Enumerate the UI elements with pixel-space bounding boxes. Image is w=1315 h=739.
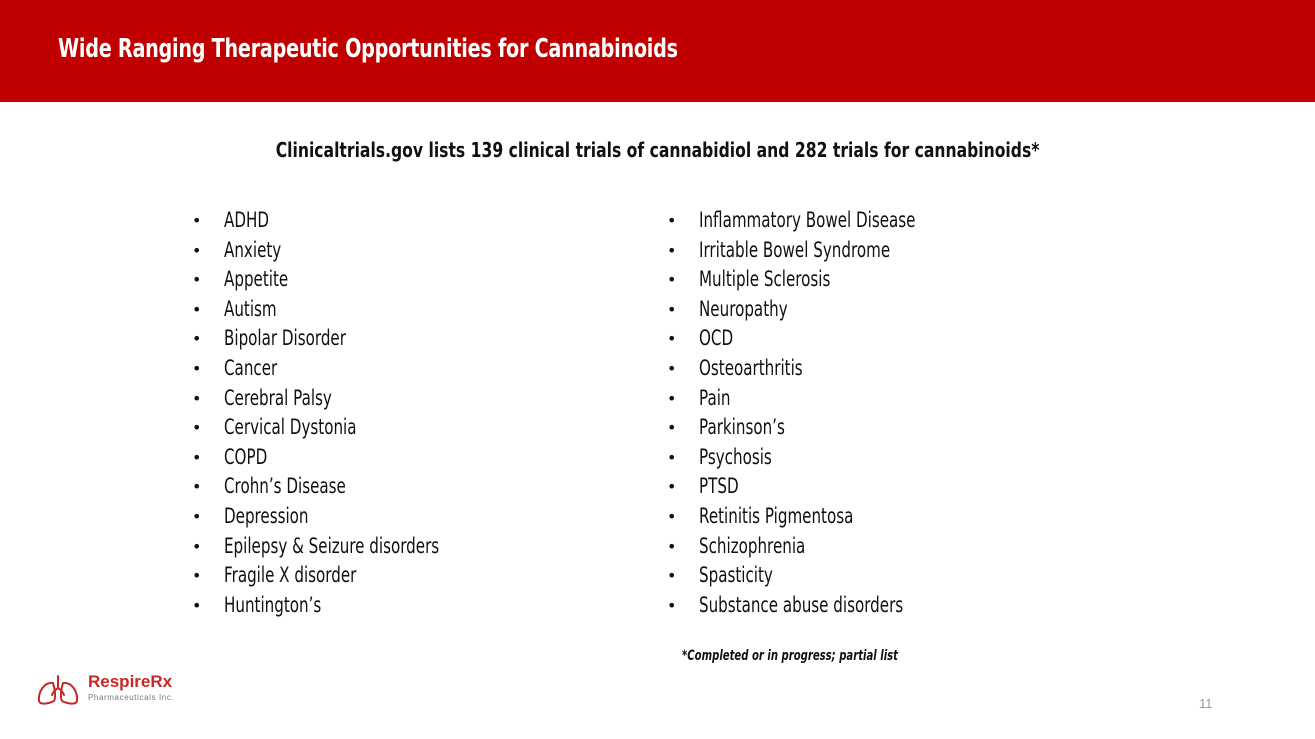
bullet-icon: • — [192, 388, 202, 408]
list-item-label: Multiple Sclerosis — [699, 267, 831, 292]
bullet-icon: • — [192, 536, 202, 556]
list-item-label: Autism — [224, 296, 277, 321]
bullet-icon: • — [667, 418, 677, 438]
bullet-icon: • — [192, 477, 202, 497]
list-item-label: Appetite — [224, 267, 289, 292]
list-item-label: Irritable Bowel Syndrome — [699, 237, 891, 262]
subtitle-text: Clinicaltrials.gov lists 139 clinical trials of cannabidiol and 282 trials for cannabinoids* — [275, 138, 1040, 162]
bullet-icon: • — [667, 211, 677, 230]
bullet-icon: • — [192, 270, 202, 290]
bullet-icon: • — [667, 299, 677, 319]
bullet-icon: • — [667, 240, 677, 260]
bullet-icon: • — [192, 240, 202, 260]
list-item-label: ADHD — [224, 208, 269, 232]
bullet-icon: • — [192, 506, 202, 526]
bullet-icon: • — [192, 299, 202, 319]
bullet-icon: • — [667, 595, 677, 615]
list-item-label: Fragile X disorder — [224, 563, 357, 588]
list-item-label: Substance abuse disorders — [699, 592, 904, 617]
list-item-label: Parkinson’s — [699, 415, 785, 440]
list-item-label: Spasticity — [699, 563, 773, 588]
bullet-icon: • — [192, 211, 202, 230]
list-item-label: Crohn’s Disease — [224, 474, 346, 499]
logo-tagline: Pharmaceuticals Inc. — [88, 693, 175, 702]
logo-name: RespireRx — [88, 672, 173, 691]
bullet-icon: • — [667, 536, 677, 556]
list-item-label: Osteoarthritis — [699, 355, 803, 380]
footnote: *Completed or in progress; partial list — [682, 648, 898, 664]
bullet-icon: • — [192, 418, 202, 438]
list-item-label: Anxiety — [224, 237, 282, 262]
list-item-label: Epilepsy & Seizure disorders — [224, 533, 440, 558]
list-item-label: Cervical Dystonia — [224, 415, 357, 440]
list-item-label: Neuropathy — [699, 296, 788, 321]
list-item-label: Bipolar Disorder — [224, 326, 346, 351]
list-item-label: OCD — [699, 326, 734, 351]
list-item-label: Huntington’s — [224, 592, 322, 617]
list-item-label: Psychosis — [699, 444, 772, 469]
bullet-icon: • — [667, 506, 677, 526]
title-banner — [0, 0, 1315, 102]
bullet-icon: • — [667, 270, 677, 290]
bullet-icon: • — [667, 358, 677, 378]
bullet-icon: • — [192, 329, 202, 349]
bullet-icon: • — [192, 566, 202, 586]
list-item-label: Pain — [699, 385, 731, 410]
bullet-icon: • — [192, 447, 202, 467]
list-item-label: Cerebral Palsy — [224, 385, 332, 410]
list-item-label: COPD — [224, 444, 268, 469]
list-item-label: Cancer — [224, 355, 278, 380]
list-item-label: Schizophrenia — [699, 533, 806, 558]
slide-title: Wide Ranging Therapeutic Opportunities for Cannabinoids — [58, 34, 678, 64]
lungs-icon — [36, 674, 80, 706]
list-item-label: Retinitis Pigmentosa — [699, 503, 854, 528]
bullet-icon: • — [667, 566, 677, 586]
bullet-icon: • — [192, 595, 202, 615]
bullet-icon: • — [667, 477, 677, 497]
list-item-label: Inflammatory Bowel Disease — [699, 208, 916, 232]
list-item-label: Depression — [224, 503, 309, 528]
page-number: 11 — [1199, 696, 1213, 711]
bullet-icon: • — [667, 388, 677, 408]
bullet-icon: • — [192, 358, 202, 378]
bullet-icon: • — [667, 447, 677, 467]
list-item-label: PTSD — [699, 474, 739, 499]
company-logo — [36, 672, 196, 708]
bullet-icon: • — [667, 329, 677, 349]
slide-subtitle — [0, 138, 1315, 162]
